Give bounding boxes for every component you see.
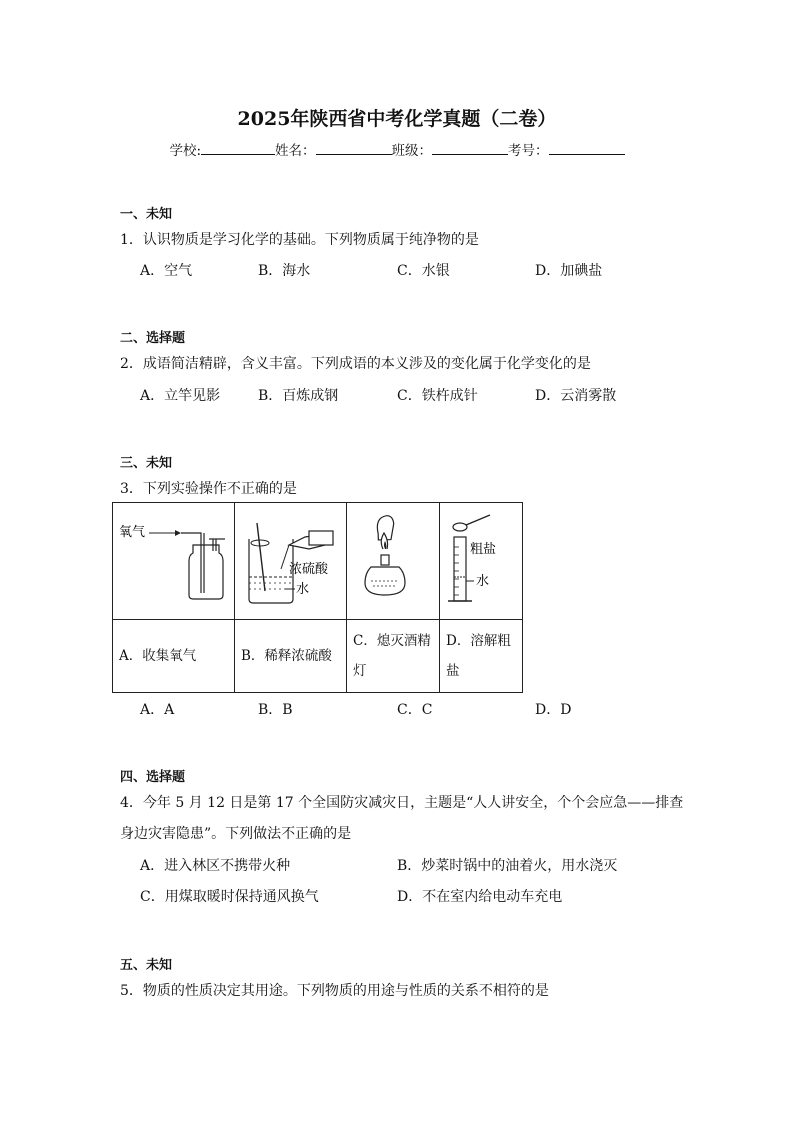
page-title: 2025年陕西省中考化学真题（二卷）	[237, 108, 557, 130]
caption-a: A．收集氧气	[113, 620, 235, 693]
caption-c: C．熄灭酒精灯	[347, 620, 440, 693]
question-5: 5．物质的性质决定其用途。下列物质的用途与性质的关系不相符的是	[120, 983, 549, 999]
experiment-table	[112, 502, 523, 693]
question-4-line-2: 身边灾害隐患”。下列做法不正确的是	[120, 826, 352, 842]
acid-dilution-figure	[235, 503, 346, 615]
water-label-d: 水	[476, 574, 490, 589]
question-1: 1．认识物质是学习化学的基础。下列物质属于纯净物的是	[120, 232, 479, 248]
cell-collect-oxygen	[113, 503, 235, 620]
name-label: 姓名：	[275, 143, 316, 159]
q4-option-d: D．不在室内给电动车充电	[397, 889, 563, 905]
q2-option-c: C．铁杵成针	[397, 388, 478, 404]
q3-option-b: B．B	[258, 702, 293, 718]
alcohol-lamp-figure	[347, 503, 439, 615]
caption-b: B．稀释浓硫酸	[235, 620, 347, 693]
class-label: 班级：	[391, 143, 433, 159]
q4-option-c: C．用煤取暖时保持通风换气	[140, 889, 319, 905]
student-info-line	[0, 139, 794, 159]
section-heading-2: 二、选择题	[120, 331, 186, 346]
q1-option-a: A．空气	[140, 263, 193, 279]
school-blank[interactable]	[201, 140, 275, 155]
question-2: 2．成语简洁精辟，含义丰富。下列成语的本义涉及的变化属于化学变化的是	[120, 356, 591, 372]
cell-dissolve-salt	[440, 503, 523, 620]
table-row	[113, 503, 523, 620]
water-label-b: 水	[296, 582, 310, 597]
oxygen-label: 氧气	[119, 525, 146, 540]
name-blank[interactable]	[316, 140, 392, 155]
section-heading-4: 四、选择题	[120, 770, 186, 785]
section-heading-5: 五、未知	[120, 958, 173, 973]
school-label: 学校:	[169, 143, 202, 159]
gas-collection-bottle-figure	[113, 503, 234, 615]
q2-option-b: B．百炼成钢	[258, 388, 339, 404]
q3-option-c: C．C	[397, 702, 433, 718]
q3-option-d: D．D	[535, 702, 572, 718]
table-row	[113, 620, 523, 693]
question-3: 3．下列实验操作不正确的是	[120, 481, 297, 497]
exam-number-label: 考号：	[508, 143, 549, 159]
cell-dilute-acid	[235, 503, 347, 620]
salt-label: 粗盐	[470, 542, 497, 557]
section-heading-3: 三、未知	[120, 456, 173, 471]
q4-option-a: A．进入林区不携带火种	[140, 858, 291, 874]
question-4-line-1: 4．今年 5 月 12 日是第 17 个全国防灾减灾日，主题是“人人讲安全，个个会应急——排查	[120, 795, 684, 811]
q4-option-b: B．炒菜时锅中的油着火，用水浇灭	[397, 858, 618, 874]
exam-number-blank[interactable]	[549, 140, 625, 155]
section-heading-1: 一、未知	[120, 207, 173, 222]
q1-option-c: C．水银	[397, 263, 450, 279]
cell-extinguish-lamp	[347, 503, 440, 620]
q3-option-a: A．A	[140, 702, 175, 718]
q2-option-d: D．云消雾散	[535, 388, 617, 404]
class-blank[interactable]	[432, 140, 508, 155]
salt-cylinder-figure	[440, 503, 522, 615]
q1-option-d: D．加碘盐	[535, 263, 603, 279]
acid-label: 浓硫酸	[289, 562, 329, 577]
caption-d: D．溶解粗盐	[440, 620, 523, 693]
q1-option-b: B．海水	[258, 263, 311, 279]
q2-option-a: A．立竿见影	[140, 388, 221, 404]
